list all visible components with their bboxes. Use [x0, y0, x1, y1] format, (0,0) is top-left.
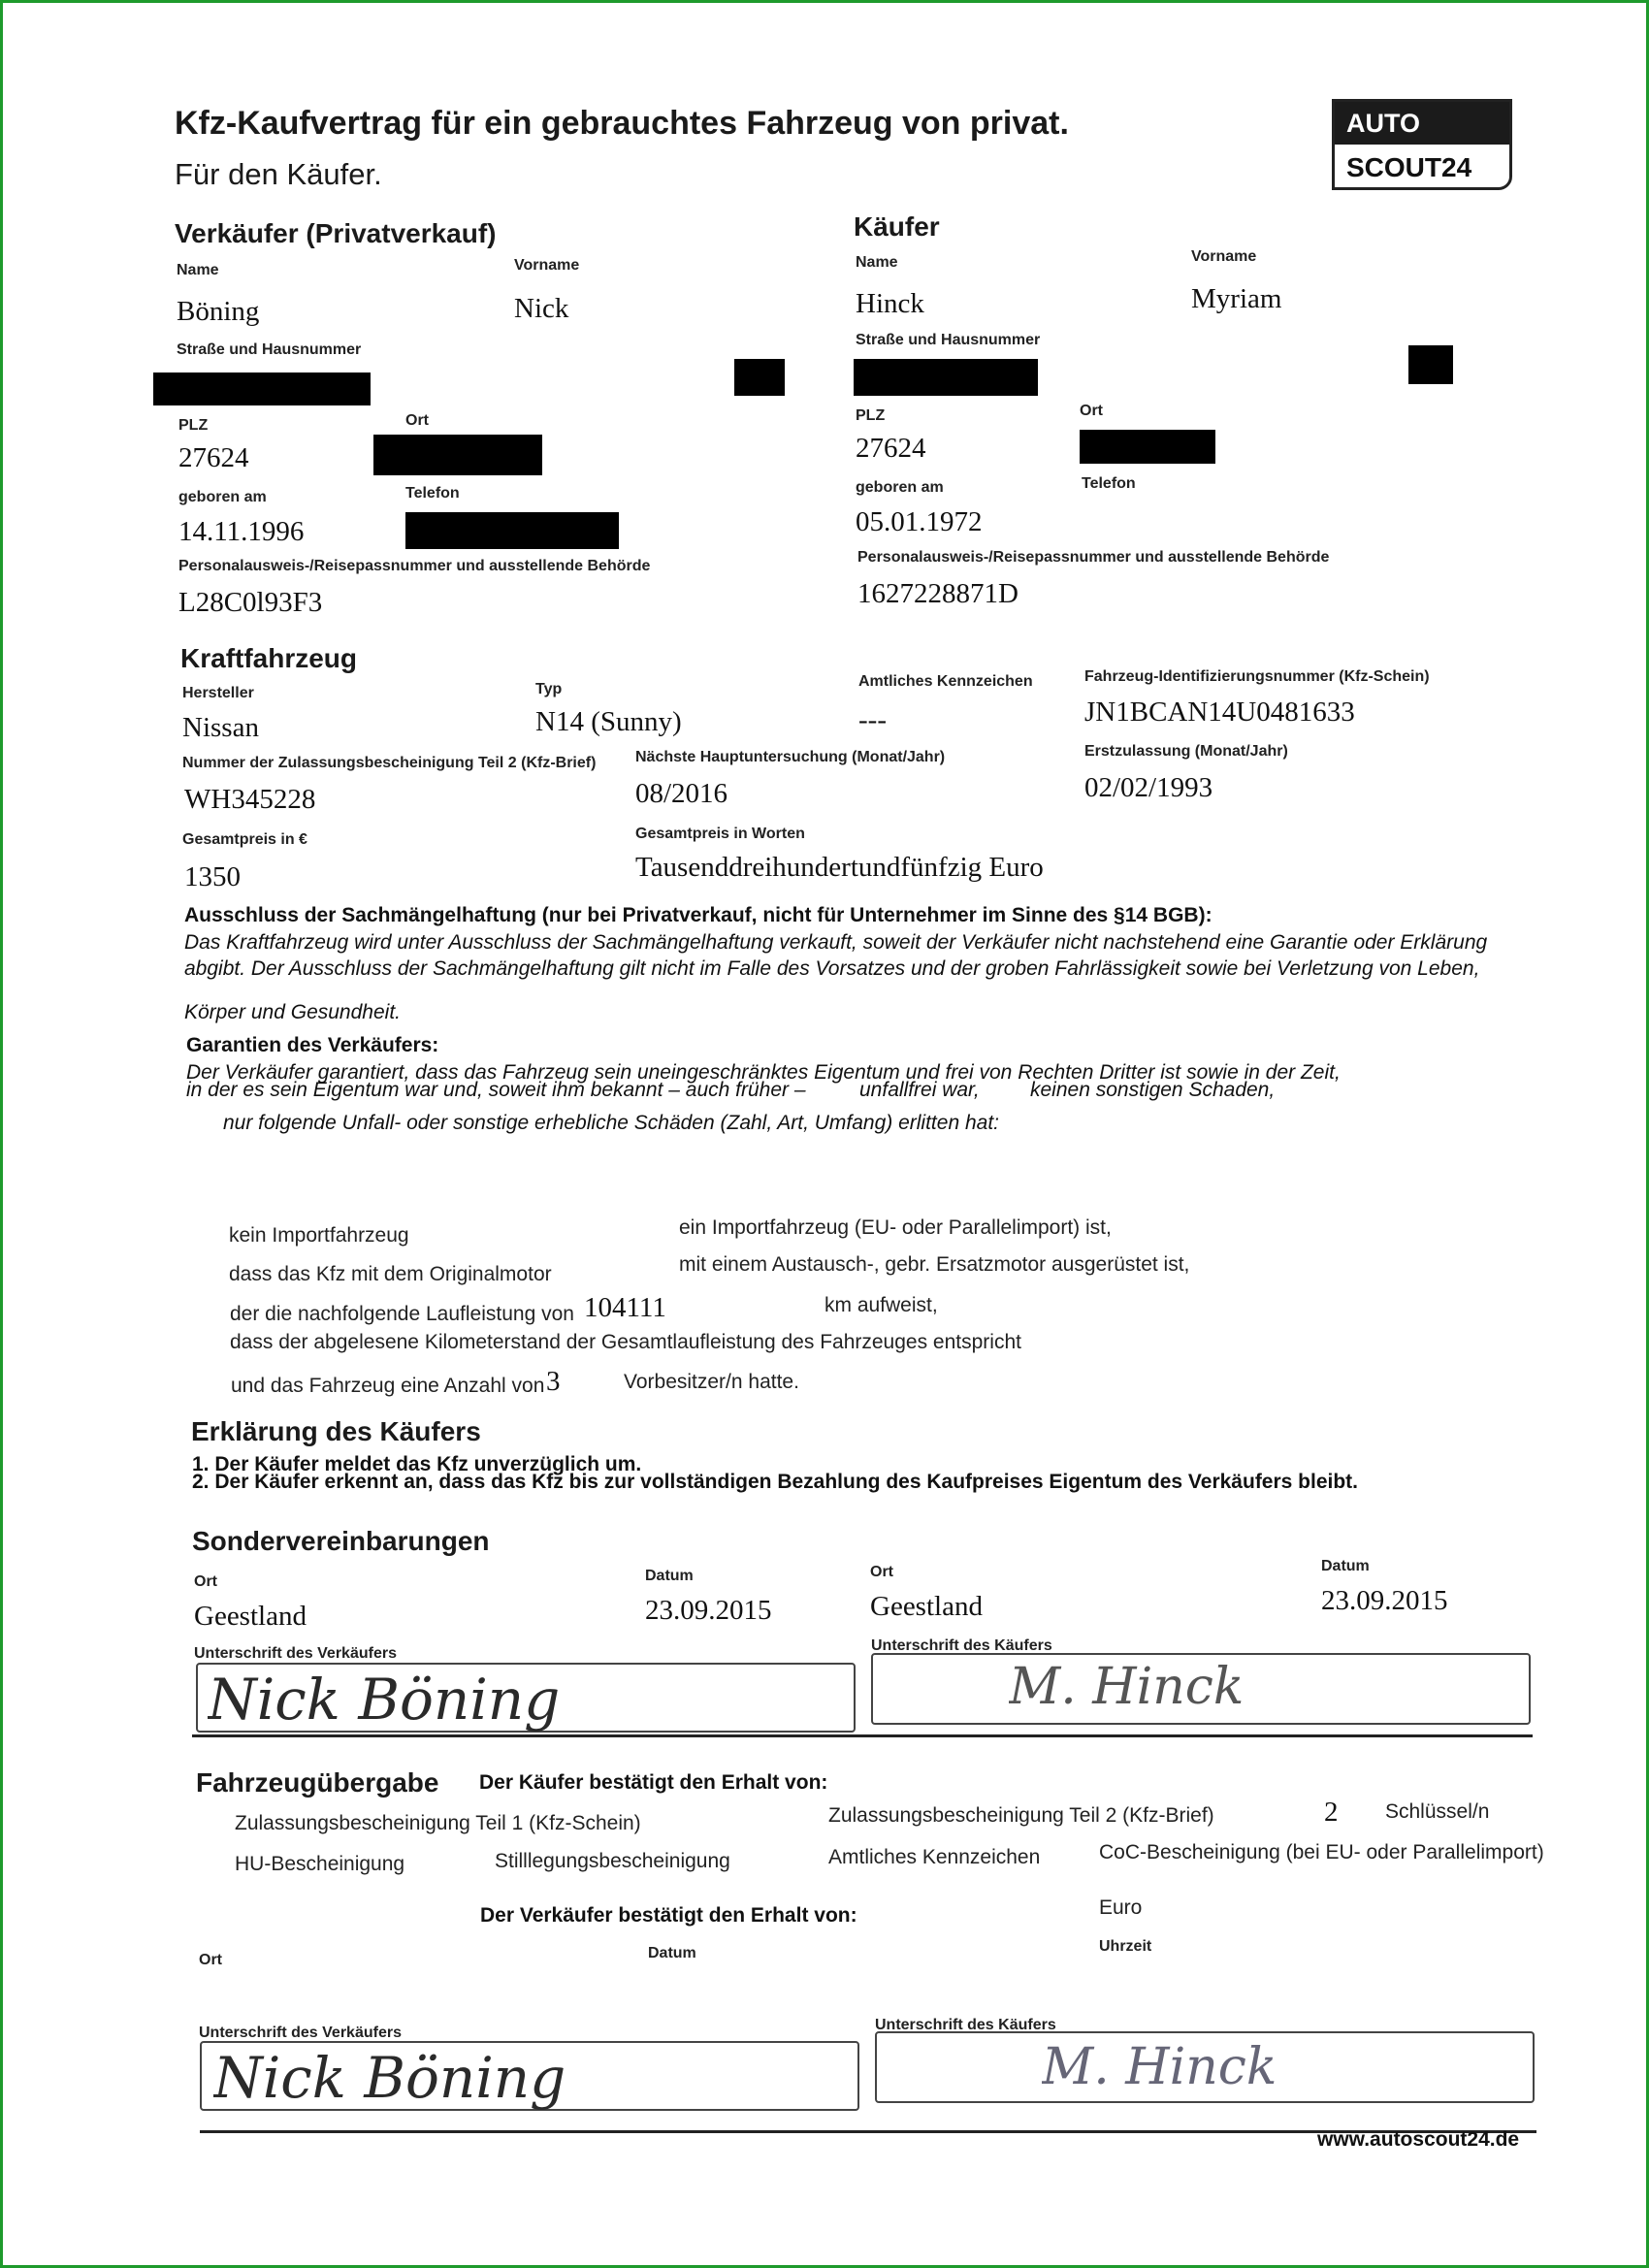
logo-top-text: AUTO [1335, 102, 1509, 145]
seller-ort-label: Ort [405, 412, 429, 429]
guarantees-line-3: nur folgende Unfall- oder sonstige erhebliche Schäden (Zahl, Art, Umfang) erlitten hat: [223, 1112, 999, 1134]
import-option: ein Importfahrzeug (EU- oder Parallelimport) ist, [679, 1216, 1112, 1239]
autoscout24-logo [1332, 99, 1512, 190]
logo-bottom-text: SCOUT24 [1346, 152, 1472, 182]
owners-value: 3 [546, 1366, 561, 1397]
original-motor-option: dass das Kfz mit dem Originalmotor [229, 1263, 552, 1285]
handover-decomm: Stilllegungsbescheinigung [495, 1850, 730, 1872]
vehicle-vin-label: Fahrzeug-Identifizierungsnummer (Kfz-Schein) [1084, 668, 1430, 685]
handover-buyer-signature [1042, 2025, 1391, 2103]
handover-keys-count: 2 [1324, 1797, 1339, 1828]
special-seller-ort-value: Geestland [194, 1601, 307, 1632]
odometer-statement: dass der abgelesene Kilometerstand der Gesamtlaufleistung des Fahrzeuges entspricht [230, 1331, 1021, 1353]
guarantees-heading: Garantien des Verkäufers: [186, 1034, 439, 1056]
vehicle-make-value: Nissan [182, 712, 259, 743]
handover-coc: CoC-Bescheinigung (bei EU- oder Parallelimport) [1099, 1841, 1544, 1863]
special-buyer-signature-box [871, 1653, 1531, 1725]
buyer-heading: Käufer [854, 211, 940, 242]
seller-id-label: Personalausweis-/Reisepassnummer und ausstellende Behörde [178, 558, 651, 574]
seller-phone-redacted [405, 512, 619, 549]
handover-buyer-signature-box [875, 2031, 1535, 2103]
special-seller-sig-label: Unterschrift des Verkäufers [194, 1645, 397, 1662]
handover-buyer-signature-text: M. Hinck [1042, 2038, 1277, 2096]
seller-born-value: 14.11.1996 [178, 516, 305, 547]
special-heading: Sondervereinbarungen [192, 1526, 490, 1556]
vehicle-type-label: Typ [535, 681, 563, 697]
vehicle-heading: Kraftfahrzeug [180, 643, 358, 673]
buyer-id-label: Personalausweis-/Reisepassnummer und ausstellende Behörde [857, 549, 1330, 566]
vehicle-hu-value: 08/2016 [635, 778, 728, 809]
handover-reg2: Zulassungsbescheinigung Teil 2 (Kfz-Brief) [828, 1804, 1214, 1827]
handover-seller-sig-label: Unterschrift des Verkäufers [199, 2025, 402, 2041]
vehicle-plate-value: --- [858, 704, 887, 735]
vehicle-firstreg-value: 02/02/1993 [1084, 772, 1213, 803]
buyer-name-label: Name [856, 254, 898, 271]
buyer-phone-label: Telefon [1082, 475, 1136, 492]
buyer-house-redacted [1408, 345, 1453, 384]
vehicle-make-label: Hersteller [182, 685, 254, 701]
buyer-name-value: Hinck [856, 288, 924, 319]
special-buyer-ort-value: Geestland [870, 1591, 983, 1622]
special-buyer-signature-text: M. Hinck [1009, 1658, 1245, 1716]
special-seller-datum-label: Datum [645, 1568, 694, 1584]
page-title: Kfz-Kaufvertrag für ein gebrauchtes Fahrzeug von privat. [175, 105, 1069, 142]
seller-plz-label: PLZ [178, 417, 209, 434]
buyer-plz-label: PLZ [856, 407, 886, 424]
seller-plz-value: 27624 [178, 442, 249, 473]
special-buyer-datum-label: Datum [1321, 1558, 1370, 1574]
guarantees-line-2c: keinen sonstigen Schaden, [1030, 1079, 1276, 1101]
special-seller-signature [208, 1661, 615, 1738]
special-seller-signature-text: Nick Böning [208, 1667, 561, 1733]
seller-phone-label: Telefon [405, 485, 460, 502]
special-seller-ort-label: Ort [194, 1573, 217, 1590]
footer-url: www.autoscout24.de [1317, 2128, 1520, 2151]
handover-seller-signature-box [200, 2041, 859, 2111]
seller-born-label: geboren am [178, 489, 267, 505]
liability-heading: Ausschluss der Sachmängelhaftung (nur bei Privatverkauf, nicht für Unternehmer im Sinne des §14 BGB): [184, 904, 1212, 926]
vehicle-price-words-label: Gesamtpreis in Worten [635, 826, 805, 842]
special-buyer-date-value: 23.09.2015 [1321, 1585, 1448, 1616]
handover-seller-signature-text: Nick Böning [213, 2045, 566, 2111]
handover-seller-confirms: Der Verkäufer bestätigt den Erhalt von: [480, 1904, 857, 1927]
buyer-id-value: 1627228871D [857, 578, 1018, 609]
buyer-plz-value: 27624 [856, 433, 926, 464]
mileage-prefix: der die nachfolgende Laufleistung von [230, 1303, 574, 1325]
seller-ort-redacted [373, 435, 542, 475]
seller-firstname-label: Vorname [514, 257, 580, 274]
seller-name-value: Böning [177, 296, 260, 327]
owners-prefix: und das Fahrzeug eine Anzahl von [231, 1375, 545, 1397]
handover-heading: Fahrzeugübergabe [196, 1767, 439, 1798]
guarantees-line-2b: unfallfrei war, [859, 1079, 980, 1101]
guarantees-line-1: Der Verkäufer garantiert, dass das Fahrzeug sein uneingeschränktes Eigentum und frei von Rechten Dritter ist sowie in der Zeit, [186, 1061, 1341, 1084]
special-buyer-signature [1009, 1645, 1358, 1723]
special-seller-date-value: 23.09.2015 [645, 1595, 772, 1626]
buyer-ort-label: Ort [1080, 403, 1103, 419]
seller-heading: Verkäufer (Privatverkauf) [175, 218, 497, 248]
vehicle-plate-label: Amtliches Kennzeichen [858, 673, 1033, 690]
handover-datum-label: Datum [648, 1945, 696, 1961]
vehicle-firstreg-label: Erstzulassung (Monat/Jahr) [1084, 743, 1288, 760]
special-buyer-ort-label: Ort [870, 1564, 893, 1580]
vehicle-reg2-label: Nummer der Zulassungsbescheinigung Teil 2 (Kfz-Brief) [182, 755, 597, 771]
handover-time-label: Uhrzeit [1099, 1938, 1152, 1955]
handover-seller-signature [213, 2037, 640, 2115]
vehicle-type-value: N14 (Sunny) [535, 706, 682, 737]
handover-hu: HU-Bescheinigung [235, 1853, 405, 1875]
exchange-motor-option: mit einem Austausch-, gebr. Ersatzmotor ausgerüstet ist, [679, 1253, 1190, 1276]
mileage-value: 104111 [584, 1292, 666, 1323]
buyer-firstname-label: Vorname [1191, 248, 1257, 265]
owners-suffix: Vorbesitzer/n hatte. [624, 1371, 799, 1393]
buyer-born-value: 05.01.1972 [856, 506, 983, 537]
handover-buyer-sig-label: Unterschrift des Käufers [875, 2017, 1056, 2033]
seller-id-value: L28C0l93F3 [178, 587, 323, 618]
vehicle-price-label: Gesamtpreis in € [182, 831, 307, 848]
handover-ort-label: Ort [199, 1952, 222, 1968]
buyer-street-label: Straße und Hausnummer [856, 332, 1041, 348]
handover-euro: Euro [1099, 1896, 1143, 1919]
seller-house-redacted [734, 359, 785, 396]
seller-street-redacted [153, 373, 371, 405]
handover-reg1: Zulassungsbescheinigung Teil 1 (Kfz-Schein) [235, 1812, 641, 1834]
vehicle-vin-value: JN1BCAN14U0481633 [1084, 697, 1355, 728]
mileage-suffix: km aufweist, [824, 1294, 938, 1316]
declaration-item-2: 2. Der Käufer erkennt an, dass das Kfz bis zur vollständigen Bezahlung des Kaufpreises Eigentum des Verkäufers bleibt. [192, 1471, 1359, 1493]
guarantees-line-2a: in der es sein Eigentum war und, soweit ihm bekannt – auch früher – [186, 1079, 806, 1101]
handover-plate: Amtliches Kennzeichen [828, 1846, 1041, 1868]
buyer-ort-redacted [1080, 430, 1215, 464]
buyer-firstname-value: Myriam [1191, 283, 1282, 314]
seller-name-label: Name [177, 262, 219, 278]
declaration-heading: Erklärung des Käufers [191, 1416, 481, 1446]
special-seller-signature-box [196, 1663, 856, 1733]
divider-line-1 [192, 1734, 1533, 1737]
special-buyer-sig-label: Unterschrift des Käufers [871, 1637, 1052, 1654]
buyer-born-label: geboren am [856, 479, 944, 496]
handover-buyer-confirms: Der Käufer bestätigt den Erhalt von: [479, 1771, 828, 1794]
vehicle-reg2-value: WH345228 [184, 784, 316, 815]
liability-line-3: Körper und Gesundheit. [184, 1001, 401, 1023]
handover-keys-label: Schlüssel/n [1385, 1800, 1490, 1823]
vehicle-price-value: 1350 [184, 861, 241, 892]
liability-line-1: Das Kraftfahrzeug wird unter Ausschluss der Sachmängelhaftung verkauft, soweit der Verkäufer nicht nachstehend eine Garantie oder Erklärung [184, 931, 1488, 954]
liability-line-2: abgibt. Der Ausschluss der Sachmängelhaftung gilt nicht im Falle des Vorsatzes und der groben Fahrlässigkeit sowie bei Verletzung von Leben, [184, 957, 1480, 980]
page-subtitle: Für den Käufer. [175, 157, 382, 191]
seller-firstname-value: Nick [514, 293, 569, 324]
seller-street-label: Straße und Hausnummer [177, 341, 362, 358]
declaration-item-1: 1. Der Käufer meldet das Kfz unverzüglich um. [192, 1453, 642, 1475]
buyer-street-redacted [854, 359, 1038, 396]
vehicle-hu-label: Nächste Hauptuntersuchung (Monat/Jahr) [635, 749, 946, 765]
vehicle-price-words-value: Tausenddreihundertundfünfzig Euro [635, 852, 1044, 883]
no-import-option: kein Importfahrzeug [229, 1224, 409, 1247]
